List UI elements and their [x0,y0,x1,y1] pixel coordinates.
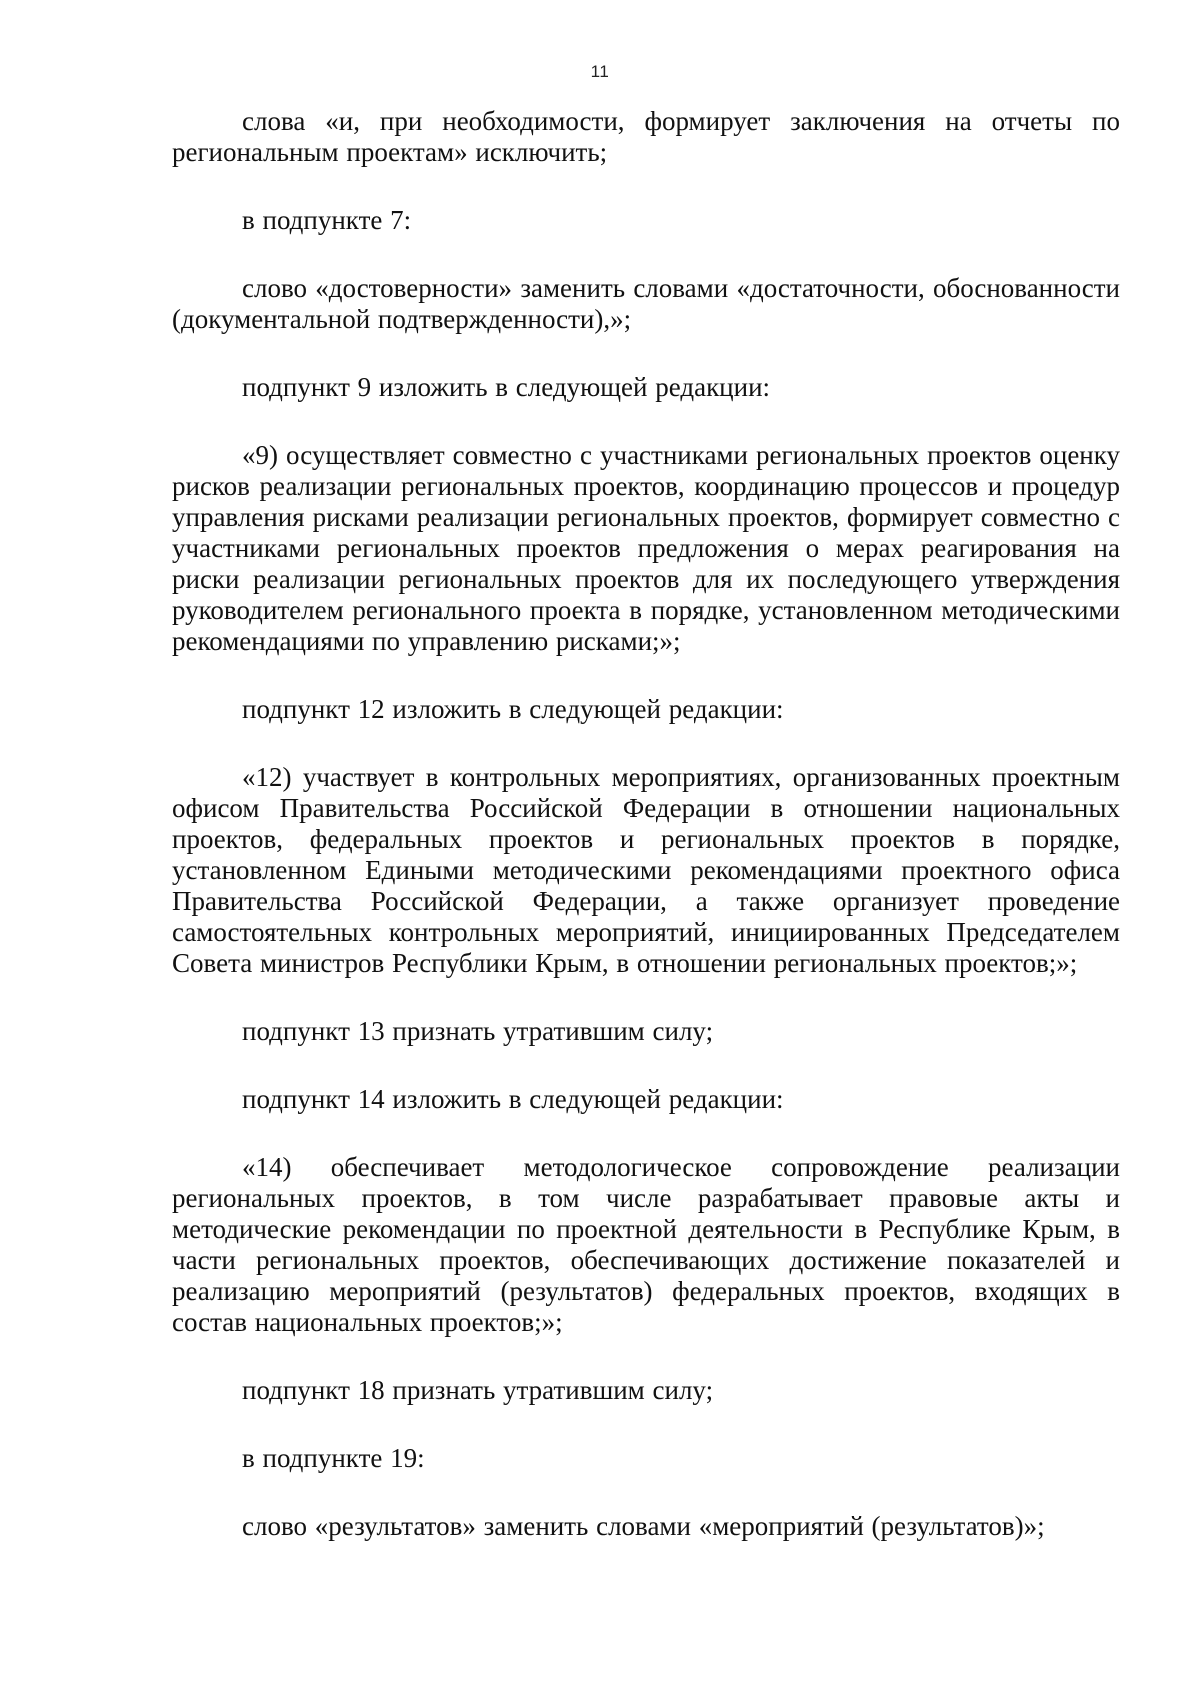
paragraph-6: подпункт 12 изложить в следующей редакции: [242,694,784,724]
paragraph-3: слово «достоверности» заменить словами «достаточности, обоснованности (документальной подтвержденности),»; [172,273,1120,334]
paragraph-11: подпункт 18 признать утратившим силу; [242,1375,714,1405]
paragraph-8: подпункт 13 признать утратившим силу; [242,1016,714,1046]
paragraph-9: подпункт 14 изложить в следующей редакции: [242,1084,784,1114]
page-number: 11 [590,62,610,81]
paragraph-2: в подпункте 7: [242,205,412,235]
paragraph-4: подпункт 9 изложить в следующей редакции: [242,372,771,402]
paragraph-1: слова «и, при необходимости, формирует заключения на отчеты по региональным проектам» исключить; [172,106,1120,167]
document-body [172,106,1120,1542]
paragraph-12: в подпункте 19: [242,1443,425,1473]
paragraph-13: слово «результатов» заменить словами «мероприятий (результатов)»; [242,1511,1045,1541]
paragraph-7: «12) участвует в контрольных мероприятиях, организованных проектным офисом Правительства Российской Федерации в отношении национальных проектов, федеральных проектов и региональных проектов в порядке, установленном Едиными методическими рекомендациями проектного офиса Правительства Российской Федерации, а также организует проведение самостоятельных контрольных мероприятий, инициированных Председателем Совета министров Республики Крым, в отношении региональных проектов;»; [172,762,1120,978]
paragraph-10: «14) обеспечивает методологическое сопровождение реализации региональных проектов, в том числе разрабатывает правовые акты и методические рекомендации по проектной деятельности в Республике Крым, в части региональных проектов, обеспечивающих достижение показателей и реализацию мероприятий (результатов) федеральных проектов, входящих в состав национальных проектов;»; [172,1152,1120,1337]
paragraph-5: «9) осуществляет совместно с участниками региональных проектов оценку рисков реализации региональных проектов, координацию процессов и процедур управления рисками реализации региональных проектов, формирует совместно с участниками региональных проектов предложения о мерах реагирования на риски реализации региональных проектов для их последующего утверждения руководителем регионального проекта в порядке, установленном методическими рекомендациями по управлению рисками;»; [172,440,1120,656]
